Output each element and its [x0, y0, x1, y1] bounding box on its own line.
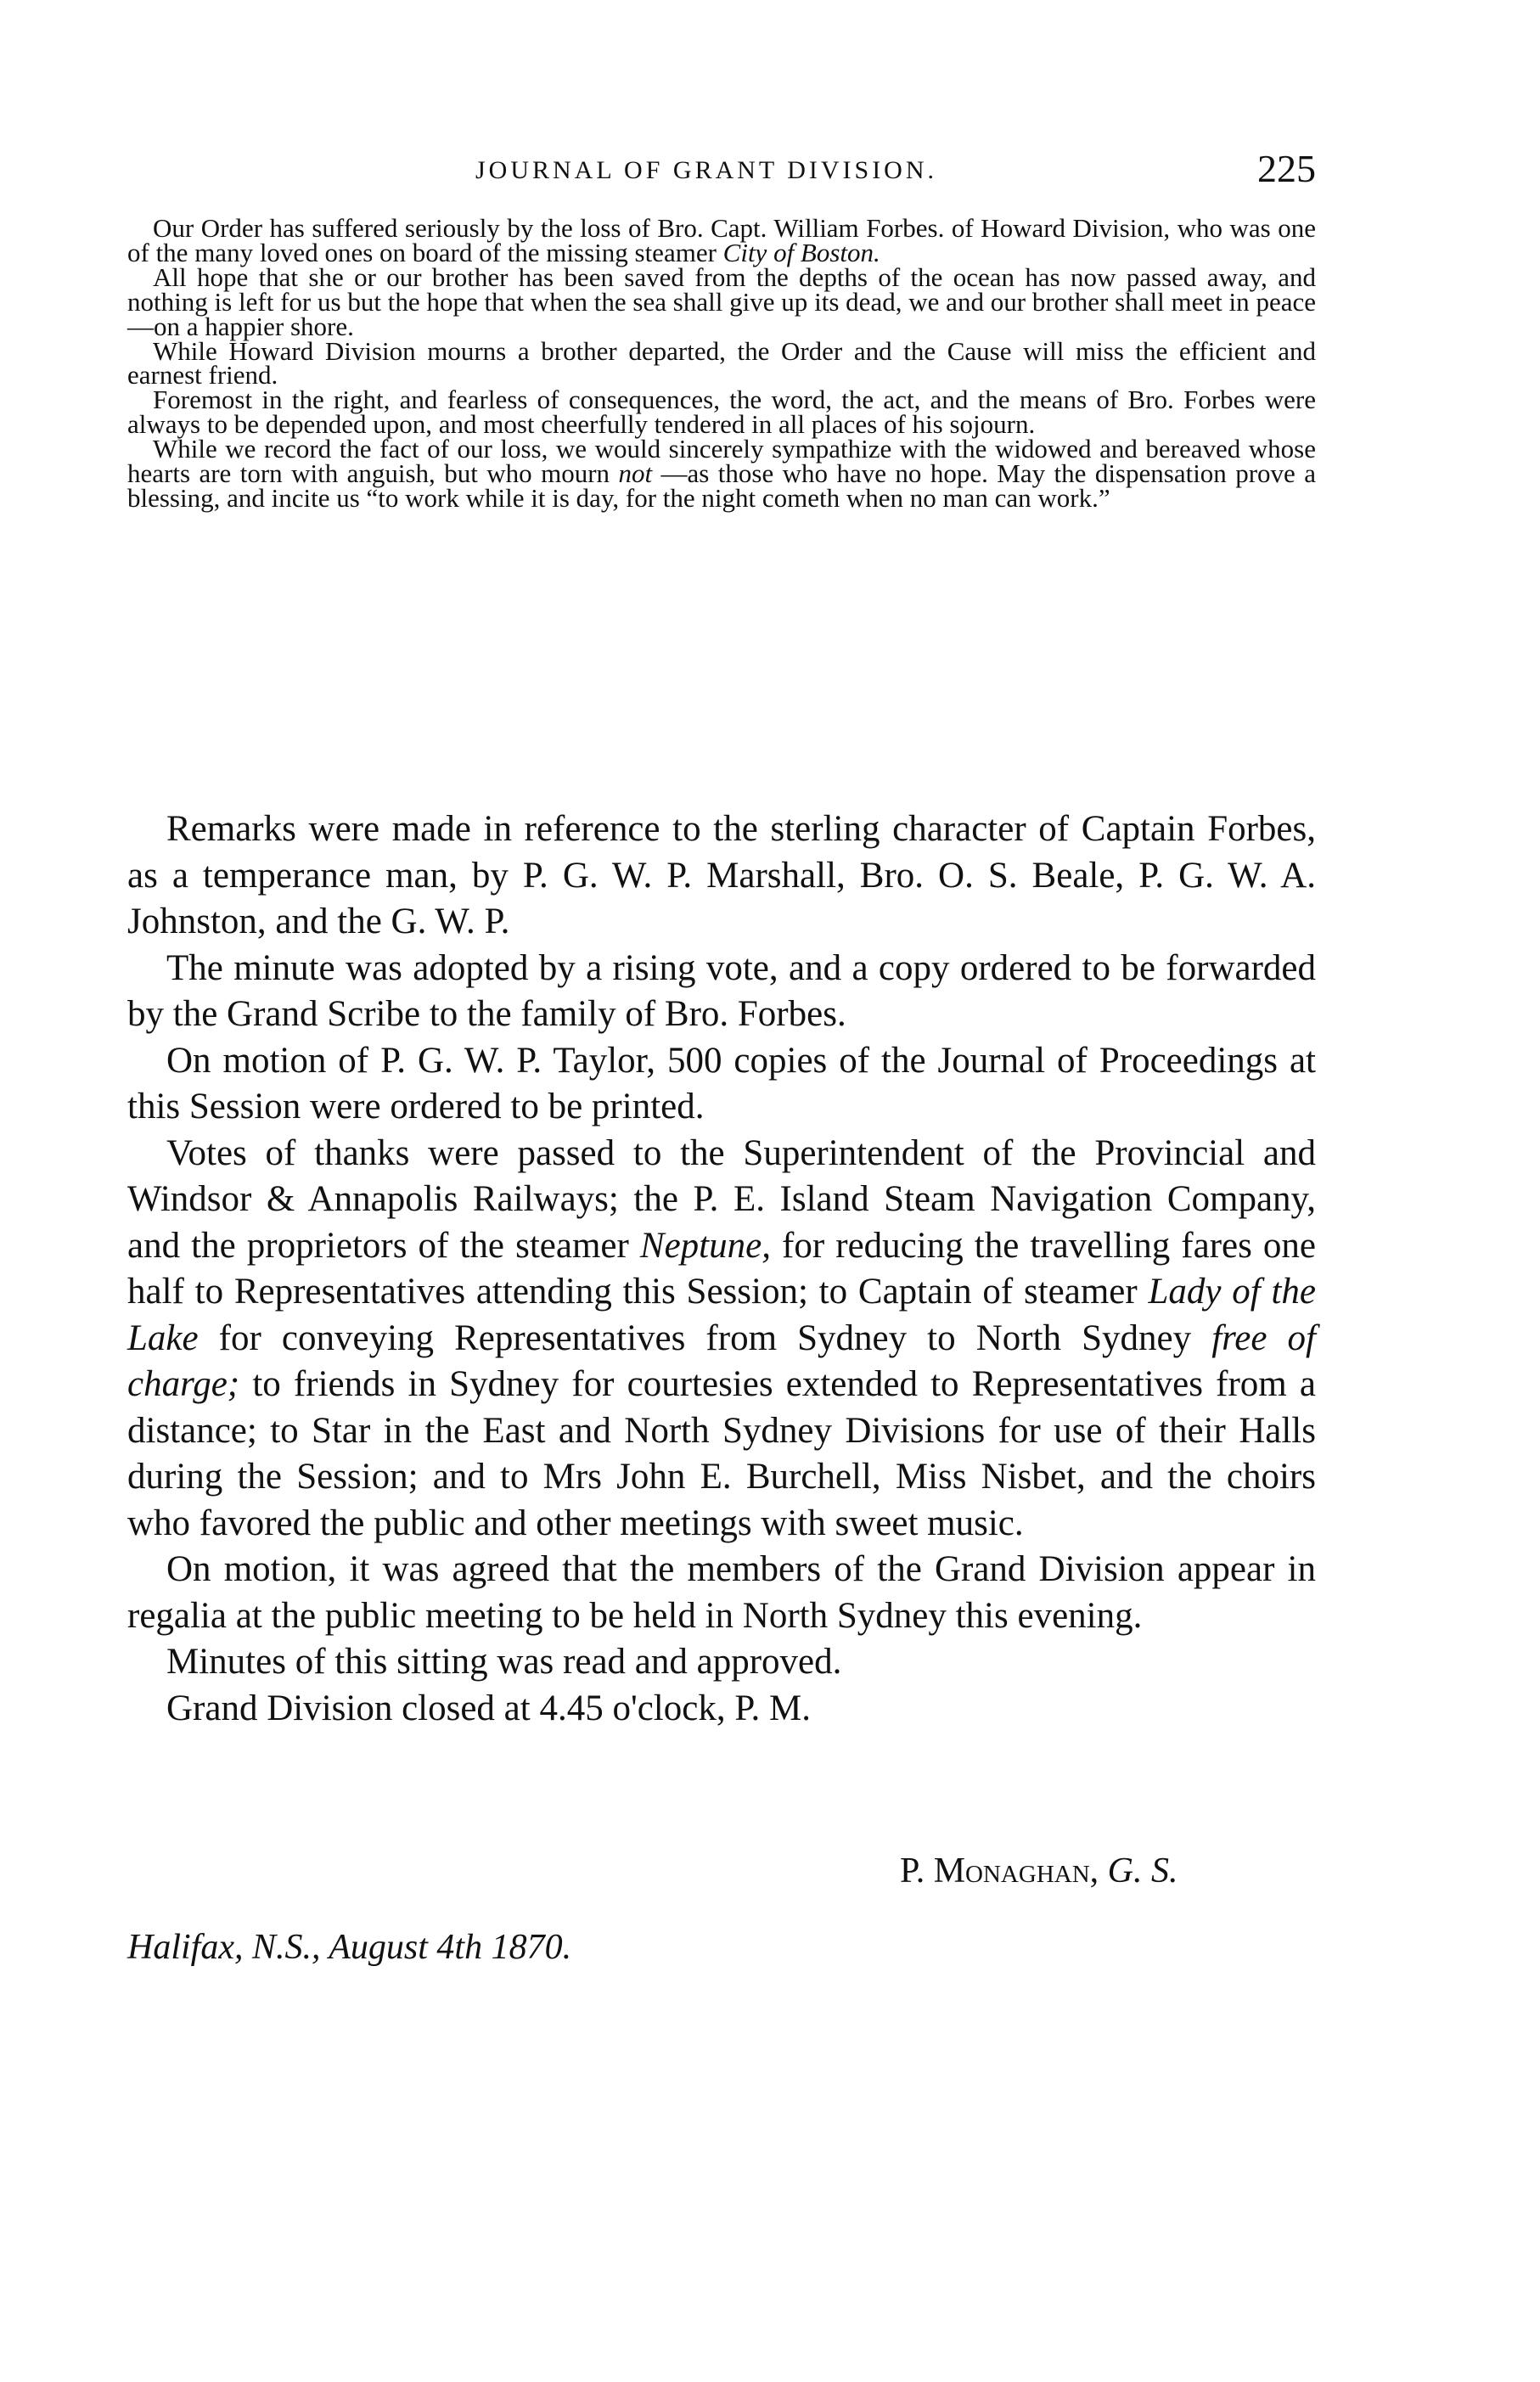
proceedings-text [127, 806, 1316, 1732]
minute-paragraph: Our Order has suffered seriously by the loss of Bro. Capt. William Forbes. of Howard Division, who was one of the many loved ones on board of the missing steamer City of Boston. [127, 213, 1316, 267]
body-paragraph: Minutes of this sitting was read and approved. [166, 1642, 842, 1682]
body-paragraph: Grand Division closed at 4.45 o'clock, P. M. [166, 1688, 811, 1728]
body-paragraph: The minute was adopted by a rising vote, and a copy ordered to be forwarded by the Grand Scribe to the family of Bro. Forbes. [127, 947, 1316, 1034]
signature-block [127, 1851, 1316, 1978]
memorial-minute [127, 213, 1317, 513]
body-paragraph: On motion of P. G. W. P. Taylor, 500 copies of the Journal of Proceedings at this Session were ordered to be printed. [127, 1040, 1316, 1126]
secretary-signature: P. Monaghan, G. S. [900, 1851, 1178, 1890]
free-of-charge: free of charge; [127, 1317, 1317, 1404]
emphasis-not: not [618, 458, 653, 489]
minute-paragraph: Foremost in the right, and fearless of consequences, the word, the act, and the means of Bro. Forbes were always to be depended upon, and most cheerfully tendered in all places of his sojourn. [127, 385, 1316, 440]
steamer-name: City of Boston. [722, 237, 880, 267]
minute-paragraph: While Howard Division mourns a brother departed, the Order and the Cause will miss the efficient and earnest friend. [127, 335, 1316, 390]
minute-paragraph: All hope that she or our brother has been saved from the depths of the ocean has now passed away, and nothing is left for us but the hope that when the sea shall give up its dead, we and our brother shall meet in peace—on a happier shore. [127, 261, 1316, 341]
body-paragraph: Votes of thanks were passed to the Superintendent of the Provincial and Windsor & Annapolis Railways; the P. E. Island Steam Navigation Company, and the proprietors of the steamer Neptune, for reducing the travelling fares one half to Representatives attending this Session; to Captain of steamer Lady of the Lake for conveying Representatives from Sydney to North Sydney free of charge; to friends in Sydney for courtesies extended to Representatives from a distance; to Star in the East and North Sydney Divisions for use of their Halls during the Session; and to Mrs John E. Burchell, Miss Nisbet, and the choirs who favored the public and other meetings with sweet music. [127, 1132, 1317, 1543]
body-paragraph: Remarks were made in reference to the sterling character of Captain Forbes, as a temperance man, by P. G. W. P. Marshall, Bro. O. S. Beale, P. G. W. A. Johnston, and the G. W. P. [127, 809, 1316, 941]
page-header [127, 146, 1316, 197]
dateline: Halifax, N.S., August 4th 1870. [127, 1928, 572, 1967]
steamer-neptune: Neptune, [639, 1225, 771, 1266]
body-paragraph: On motion, it was agreed that the members of the Grand Division appear in regalia at the public meeting to be held in North Sydney this evening. [127, 1549, 1316, 1636]
steamer-lady-of-the-lake: Lady of the Lake [127, 1272, 1317, 1358]
running-head: JOURNAL OF GRANT DIVISION. [475, 156, 938, 184]
minute-paragraph: While we record the fact of our loss, we would sincerely sympathize with the widowed and bereaved whose hearts are torn with anguish, but who mourn not —as those who have no hope. May the dispensation prove a blessing, and incite us “to work while it is day, for the night cometh when no man can work.” [127, 434, 1317, 513]
page-number: 225 [1257, 147, 1316, 190]
